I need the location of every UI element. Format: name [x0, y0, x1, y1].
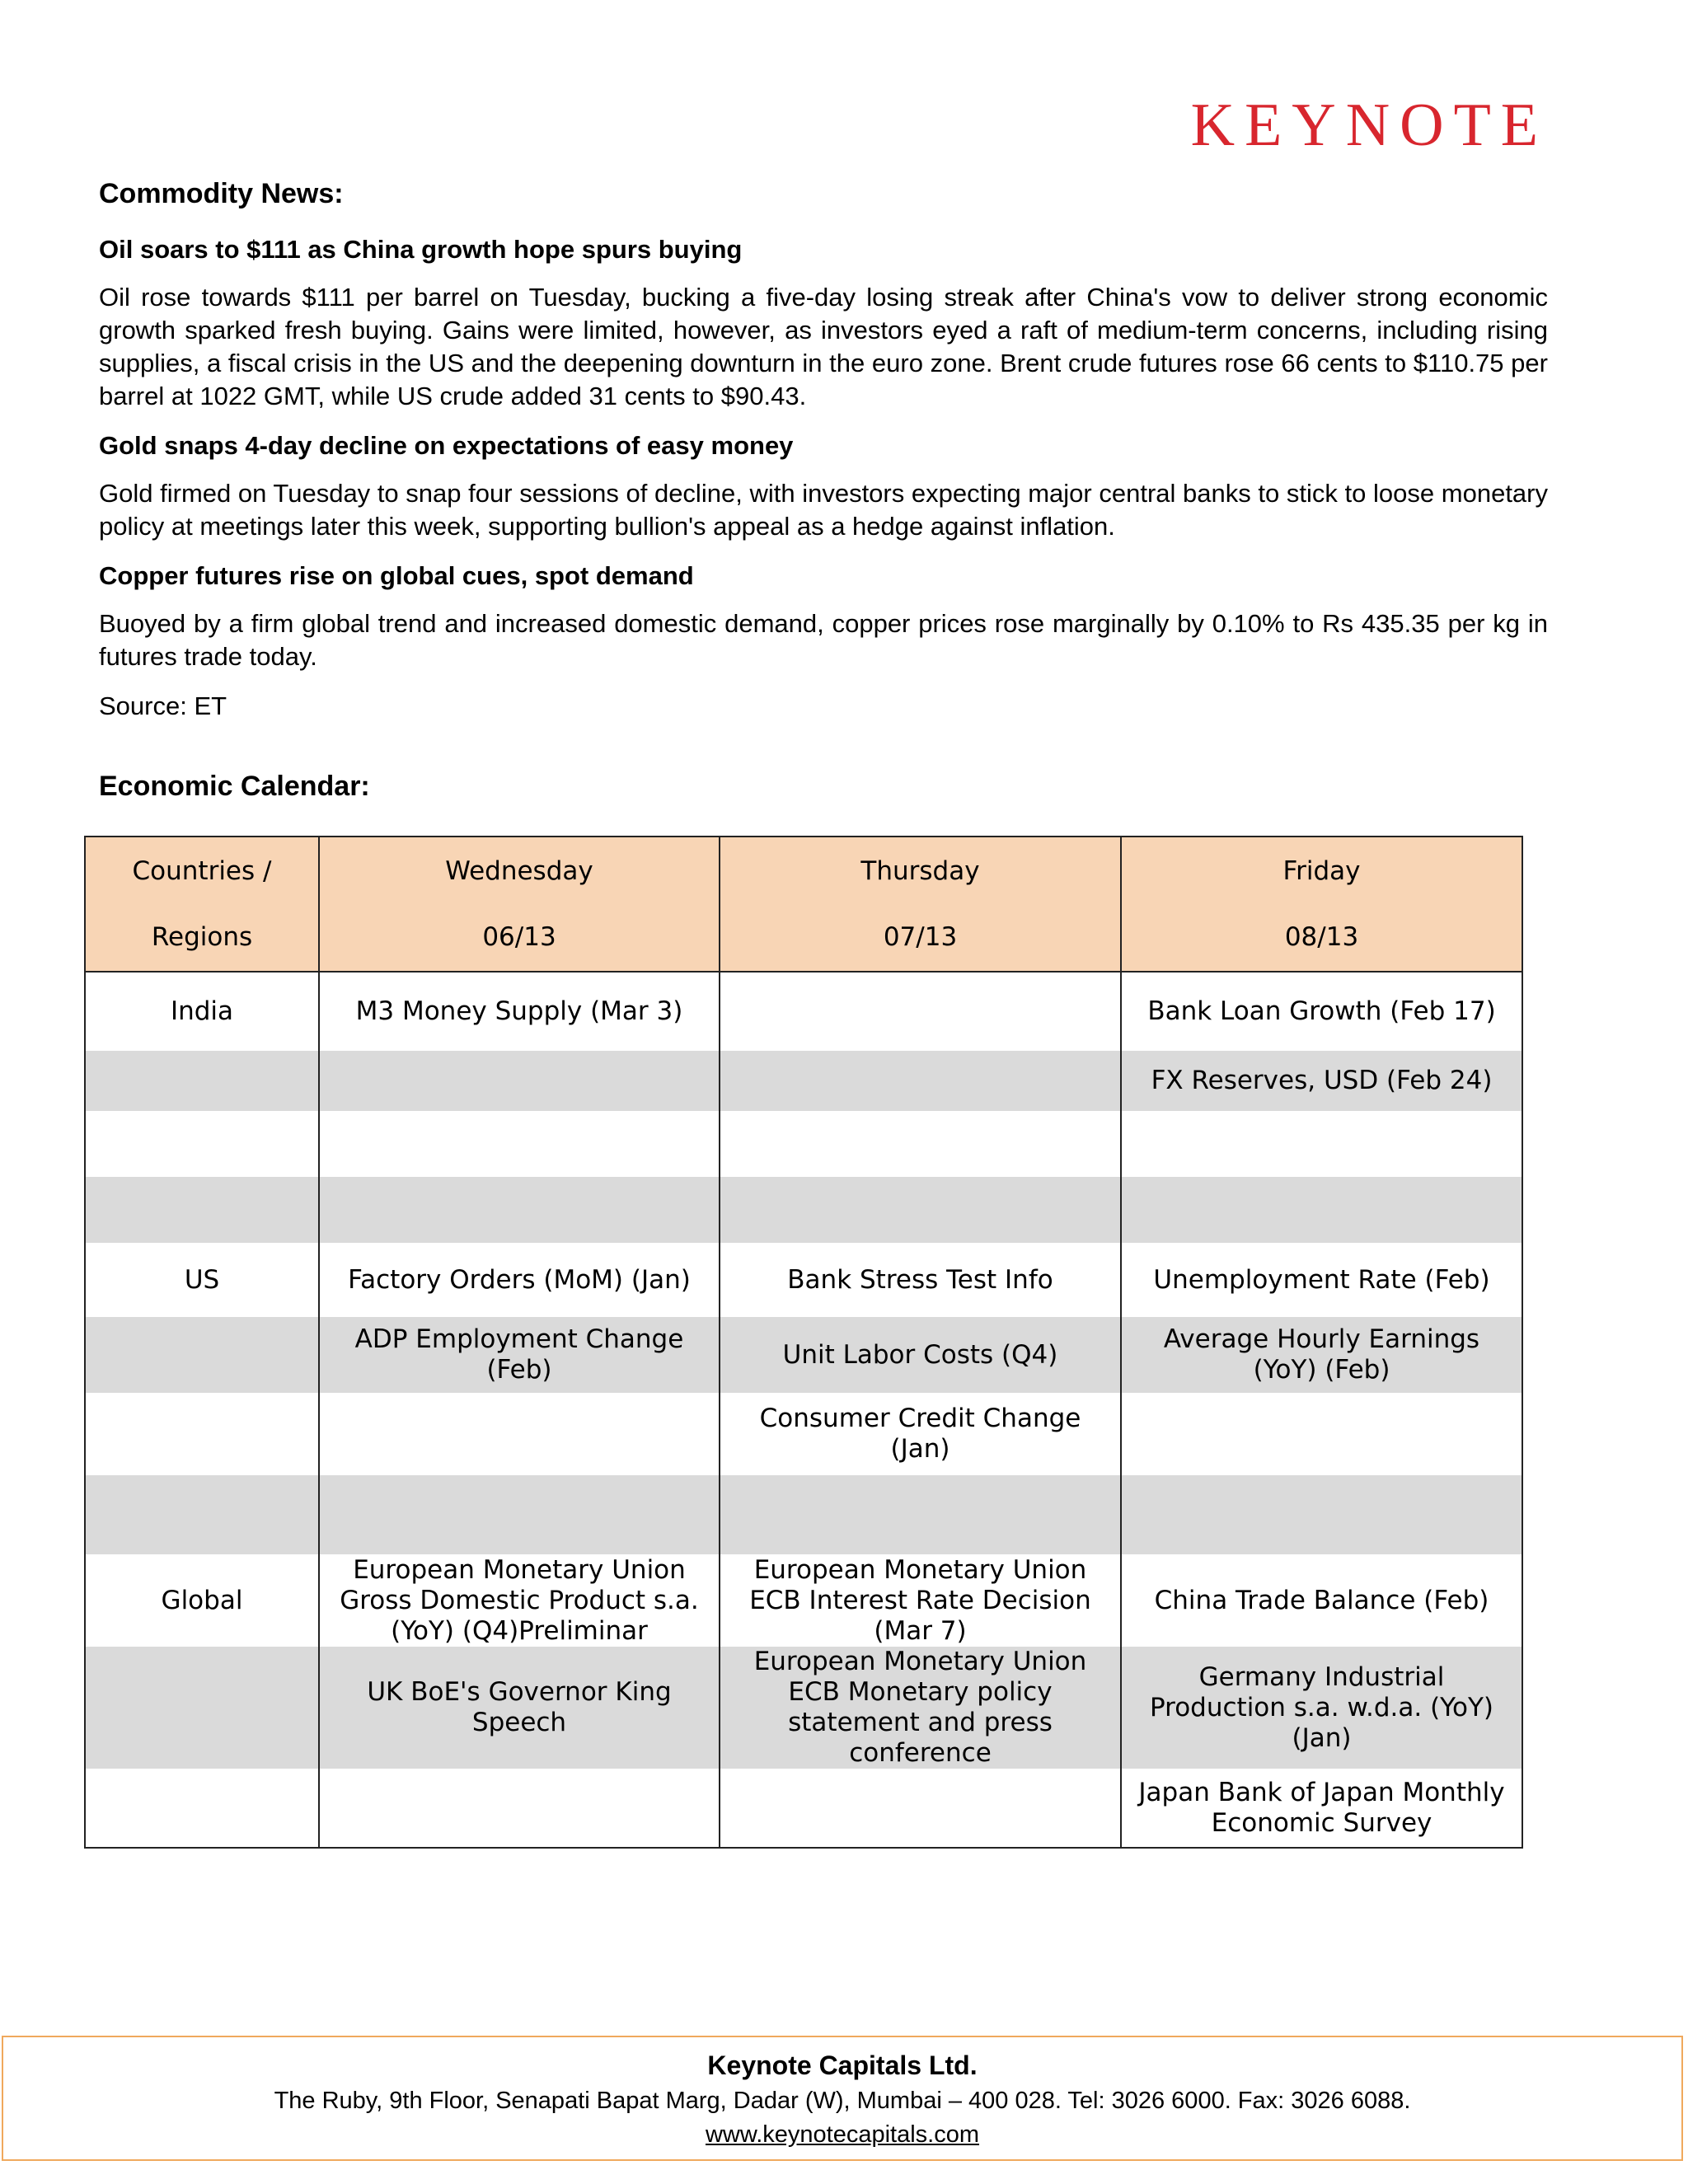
event-cell: [720, 1177, 1121, 1243]
event-cell: [1121, 1177, 1522, 1243]
table-row: [85, 1475, 1522, 1554]
calendar-header-row: [85, 837, 1522, 972]
event-cell: European Monetary Union Gross Domestic Product s.a. (YoY) (Q4)Preliminar: [319, 1554, 720, 1647]
event-cell: [720, 1475, 1121, 1554]
economic-calendar-table: [84, 836, 1523, 1849]
table-row: [85, 1393, 1522, 1475]
region-cell: India: [85, 972, 319, 1051]
event-cell: China Trade Balance (Feb): [1121, 1554, 1522, 1647]
region-cell: [85, 1177, 319, 1243]
event-cell: [319, 1393, 720, 1475]
table-row: [85, 1647, 1522, 1769]
table-row: [85, 972, 1522, 1051]
table-row: [85, 1317, 1522, 1393]
footer-company-name: Keynote Capitals Ltd.: [707, 2050, 978, 2080]
commodity-news-title: Commodity News:: [99, 178, 344, 209]
table-row: [85, 1111, 1522, 1177]
event-cell: FX Reserves, USD (Feb 24): [1121, 1051, 1522, 1111]
event-cell: European Monetary Union ECB Monetary policy statement and press conference: [720, 1647, 1121, 1769]
event-cell: [319, 1177, 720, 1243]
header-wednesday: Wednesday 06/13: [319, 837, 720, 972]
event-cell: M3 Money Supply (Mar 3): [319, 972, 720, 1051]
article-body-oil: Oil rose towards $111 per barrel on Tuesday, bucking a five-day losing streak after China's vow to deliver strong economic growth sparked fresh buying. Gains were limited, however, as investors eyed a raft of medium-term concerns, including rising supplies, a fiscal crisis in the US and the deepening downturn in the euro zone. Brent crude futures rose 66 cents to $110.75 per barrel at 1022 GMT, while US crude added 31 cents to $90.43.: [99, 283, 1548, 410]
article-body-gold: Gold firmed on Tuesday to snap four sessions of decline, with investors expecting major central banks to stick to loose monetary policy at meetings later this week, supporting bullion's appeal as a hedge against inflation.: [99, 479, 1548, 541]
region-cell: Global: [85, 1554, 319, 1647]
table-row: [85, 1177, 1522, 1243]
region-cell: US: [85, 1243, 319, 1317]
event-cell: UK BoE's Governor King Speech: [319, 1647, 720, 1769]
event-cell: [720, 972, 1121, 1051]
event-cell: Bank Loan Growth (Feb 17): [1121, 972, 1522, 1051]
event-cell: Consumer Credit Change (Jan): [720, 1393, 1121, 1475]
commodity-news-section: [99, 178, 1548, 827]
region-cell: [85, 1769, 319, 1848]
table-row: [85, 1769, 1522, 1848]
region-cell: [85, 1111, 319, 1177]
event-cell: [319, 1111, 720, 1177]
event-cell: [319, 1051, 720, 1111]
table-row: [85, 1051, 1522, 1111]
news-source: Source: ET: [99, 691, 227, 720]
header-friday: Friday 08/13: [1121, 837, 1522, 972]
event-cell: Factory Orders (MoM) (Jan): [319, 1243, 720, 1317]
region-cell: [85, 1393, 319, 1475]
event-cell: [1121, 1475, 1522, 1554]
event-cell: [319, 1475, 720, 1554]
region-cell: [85, 1051, 319, 1111]
footer-address: The Ruby, 9th Floor, Senapati Bapat Marg, Dadar (W), Mumbai – 400 028. Tel: 3026 6000. Fax: 3026 6088.: [274, 2088, 1411, 2114]
event-cell: Bank Stress Test Info: [720, 1243, 1121, 1317]
header-regions: Countries / Regions: [85, 837, 319, 972]
event-cell: [1121, 1111, 1522, 1177]
economic-calendar-title: Economic Calendar:: [99, 771, 370, 802]
event-cell: Unit Labor Costs (Q4): [720, 1317, 1121, 1393]
footer: [2, 2036, 1683, 2161]
article-headline-gold: Gold snaps 4-day decline on expectations of easy money: [99, 431, 794, 460]
article-body-copper: Buoyed by a firm global trend and increased domestic demand, copper prices rose marginally by 0.10% to Rs 435.35 per kg in futures trade today.: [99, 609, 1548, 671]
table-row: [85, 1243, 1522, 1317]
event-cell: [1121, 1393, 1522, 1475]
table-row: [85, 1554, 1522, 1647]
event-cell: Average Hourly Earnings (YoY) (Feb): [1121, 1317, 1522, 1393]
event-cell: [720, 1769, 1121, 1848]
event-cell: [720, 1111, 1121, 1177]
event-cell: ADP Employment Change (Feb): [319, 1317, 720, 1393]
event-cell: Japan Bank of Japan Monthly Economic Survey: [1121, 1769, 1522, 1848]
region-cell: [85, 1647, 319, 1769]
event-cell: European Monetary Union ECB Interest Rate Decision (Mar 7): [720, 1554, 1121, 1647]
event-cell: Germany Industrial Production s.a. w.d.a. (YoY) (Jan): [1121, 1647, 1522, 1769]
region-cell: [85, 1475, 319, 1554]
keynote-logo: KEYNOTE: [1190, 91, 1548, 159]
region-cell: [85, 1317, 319, 1393]
article-headline-oil: Oil soars to $111 as China growth hope spurs buying: [99, 235, 743, 264]
header-thursday: Thursday 07/13: [720, 837, 1121, 972]
event-cell: [319, 1769, 720, 1848]
event-cell: [720, 1051, 1121, 1111]
event-cell: Unemployment Rate (Feb): [1121, 1243, 1522, 1317]
article-headline-copper: Copper futures rise on global cues, spot demand: [99, 561, 694, 590]
footer-website-link[interactable]: www.keynotecapitals.com: [705, 2121, 980, 2148]
